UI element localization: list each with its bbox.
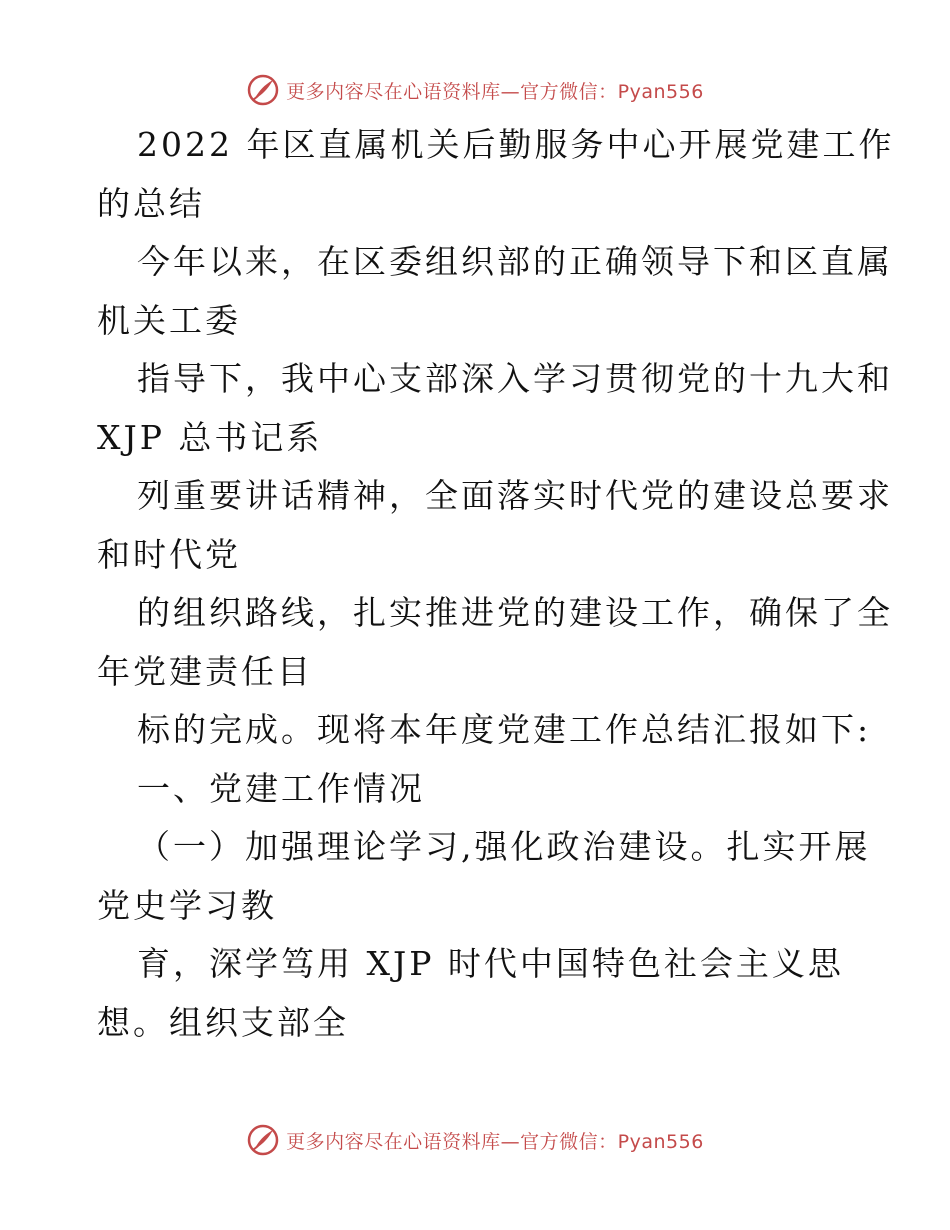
paragraph-line: 和时代党 <box>97 534 241 574</box>
quill-seal-icon <box>246 1123 280 1157</box>
header-watermark-banner <box>0 70 950 110</box>
paragraph-line: 今年以来，在区委组织部的正确领导下和区直属 <box>137 242 893 281</box>
paragraph-line: 想。组织支部全 <box>97 1002 349 1042</box>
paragraph-line: 党史学习教 <box>97 885 277 925</box>
title-line-2: 的总结 <box>97 183 205 223</box>
subsection-heading: （一）加强理论学习,强化政治建设。扎实开展 <box>137 827 871 866</box>
title-line-1: 2022 年区直属机关后勤服务中心开展党建工作 <box>137 125 895 164</box>
document-body <box>97 116 895 1052</box>
paragraph-line: 机关工委 <box>97 300 241 340</box>
paragraph-line: 年党建责任目 <box>97 651 313 691</box>
paragraph-line: 育，深学笃用 XJP 时代中国特色社会主义思 <box>137 944 844 983</box>
footer-banner-text: 更多内容尽在心语资料库—官方微信：Pyan556 <box>286 1130 704 1153</box>
paragraph-line: 列重要讲话精神，全面落实时代党的建设总要求 <box>137 476 893 515</box>
paragraph-line: 指导下，我中心支部深入学习贯彻党的十九大和 <box>137 359 893 398</box>
quill-seal-icon <box>246 73 280 107</box>
section-heading: 一、党建工作情况 <box>137 768 425 808</box>
footer-watermark-banner <box>0 1120 950 1160</box>
paragraph-line: 标的完成。现将本年度党建工作总结汇报如下: <box>137 710 872 749</box>
paragraph-line: 的组织路线，扎实推进党的建设工作，确保了全 <box>137 593 893 632</box>
header-banner-text: 更多内容尽在心语资料库—官方微信：Pyan556 <box>286 80 704 103</box>
paragraph-line: XJP 总书记系 <box>97 417 323 457</box>
